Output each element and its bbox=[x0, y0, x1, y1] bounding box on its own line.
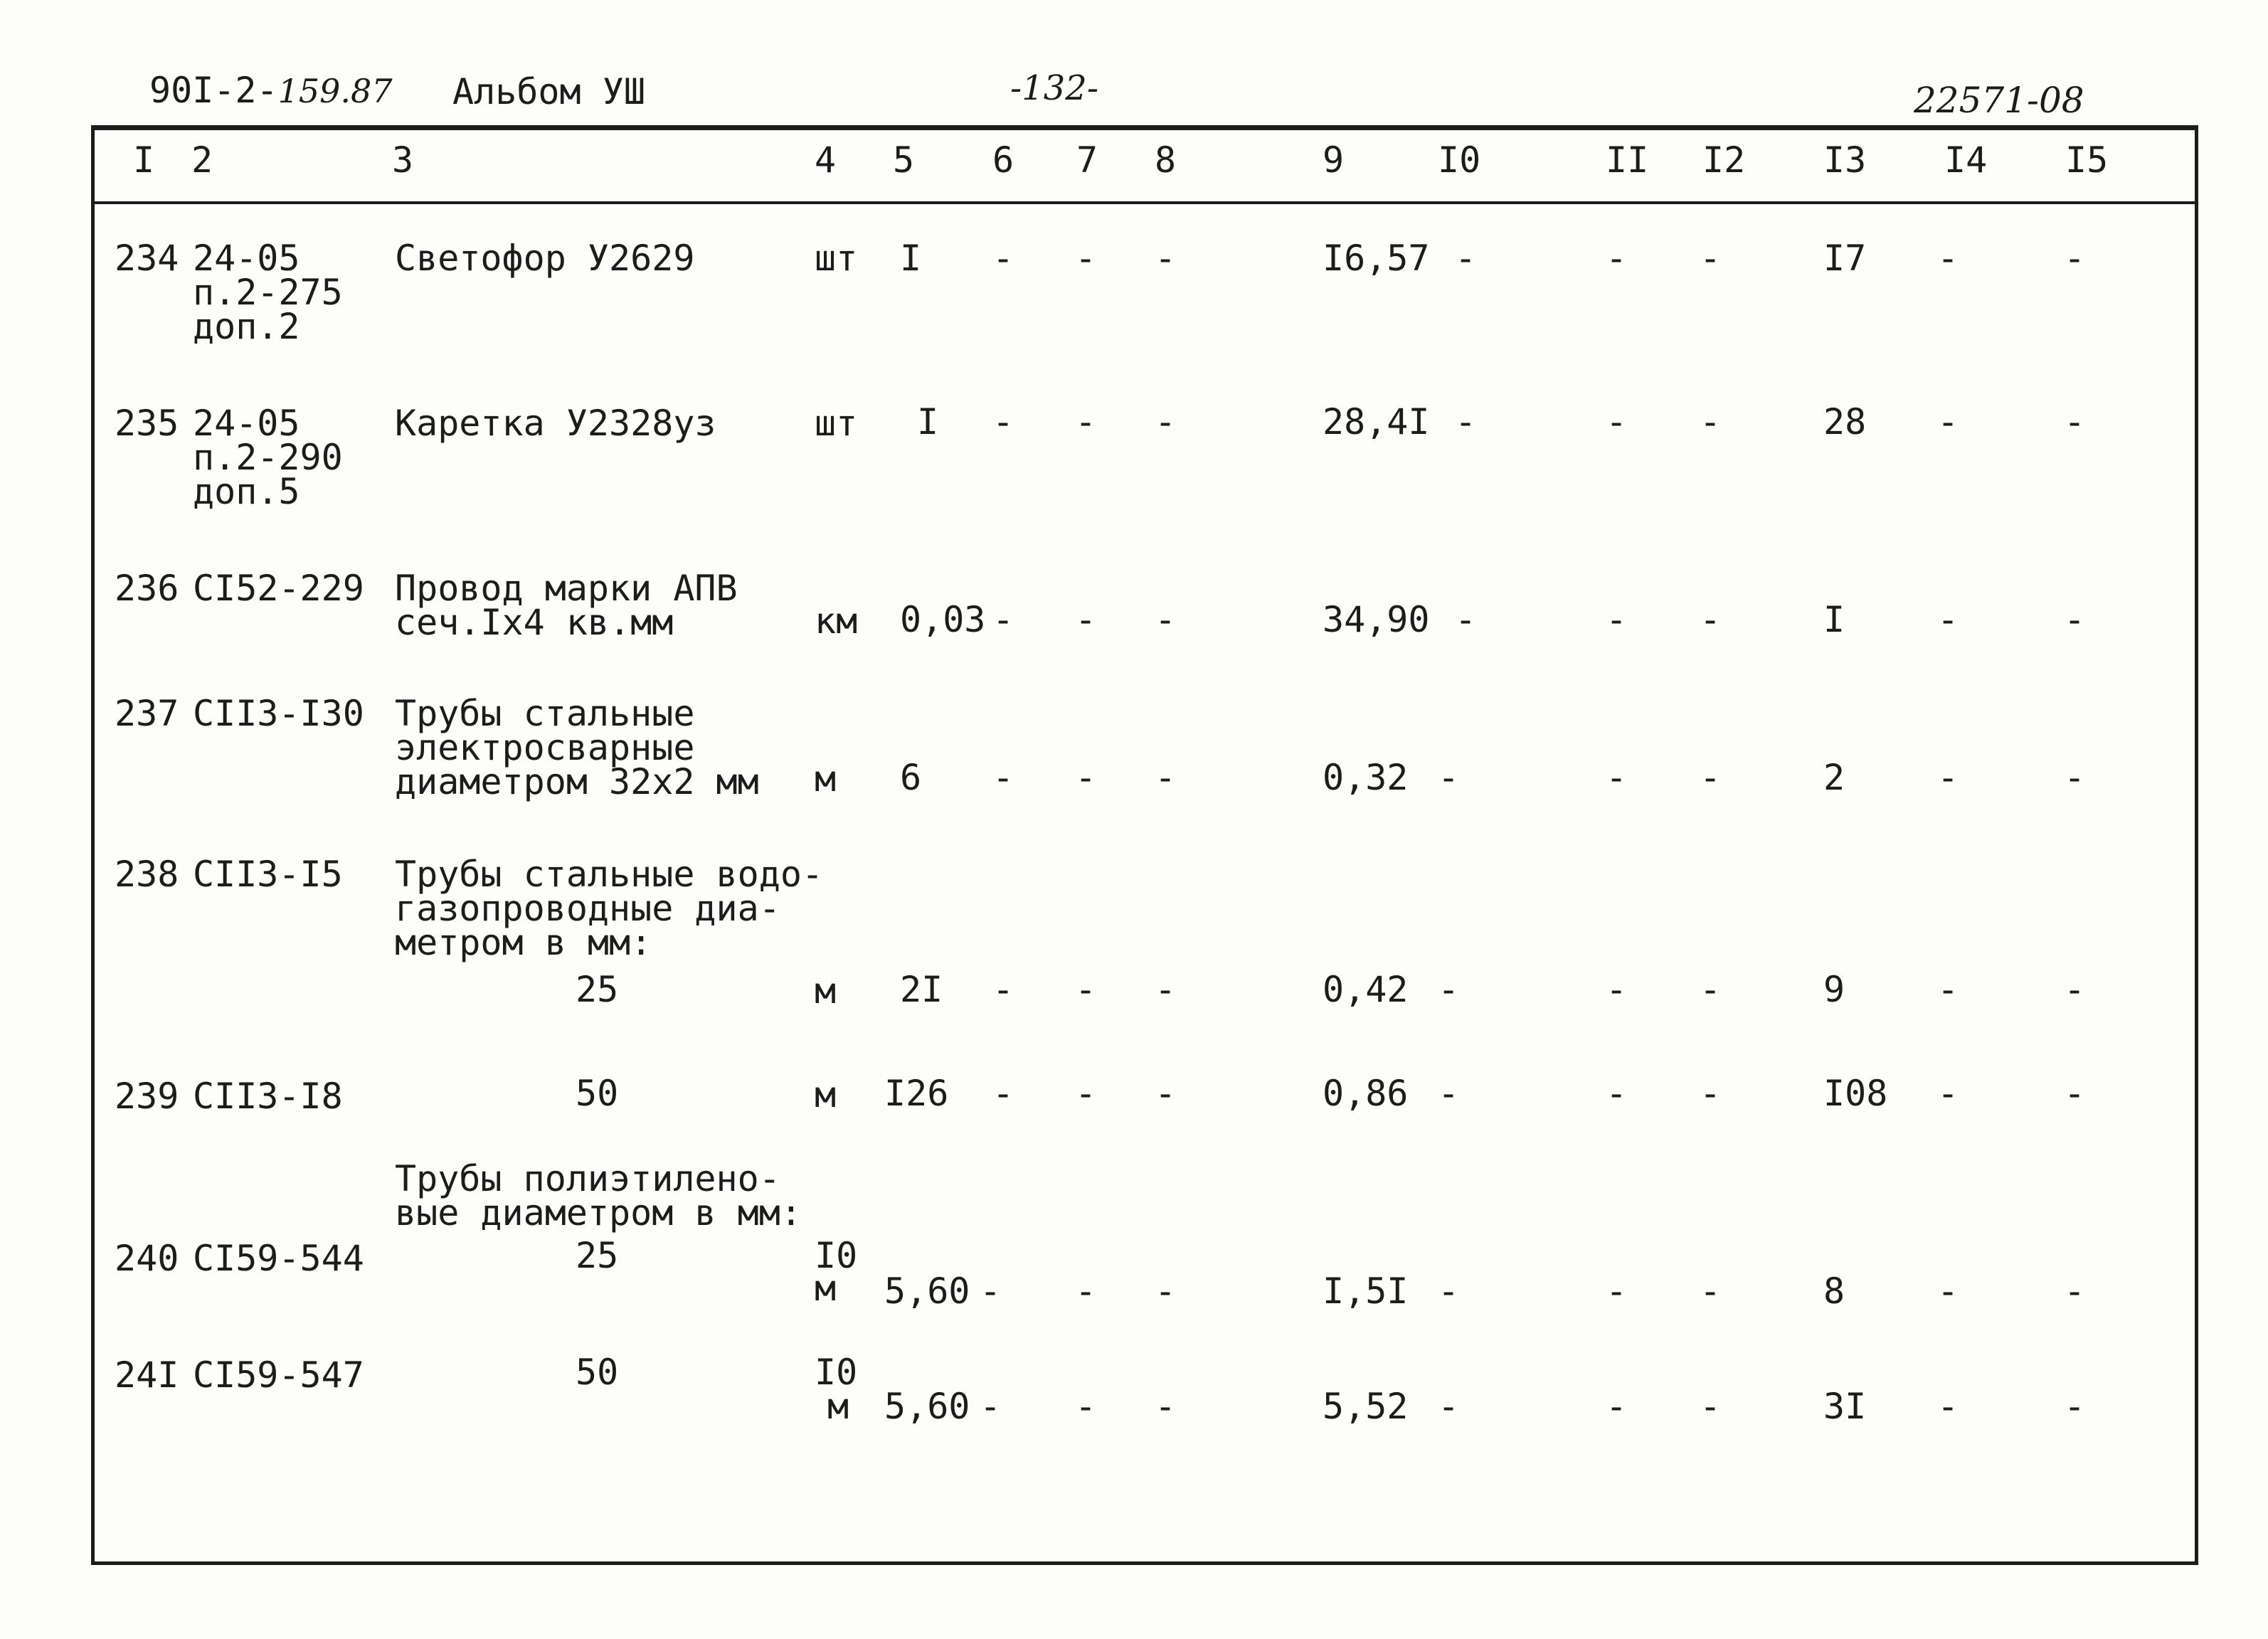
group-heading: Трубы полиэтилено- вые диаметром в мм: bbox=[395, 1158, 802, 1234]
row-col6: - bbox=[992, 969, 1014, 1010]
col-header-8: 8 bbox=[1155, 139, 1177, 181]
row-code: СI59-544 bbox=[193, 1238, 364, 1279]
row-col13: 28 bbox=[1823, 401, 1867, 442]
row-col12: - bbox=[1700, 969, 1722, 1010]
row-code: СI59-547 bbox=[193, 1354, 364, 1396]
row-col6: - bbox=[992, 599, 1014, 640]
row-qty: 2I bbox=[900, 969, 943, 1010]
row-col14: - bbox=[1937, 757, 1959, 798]
row-name: Трубы стальные электросварные диаметром 32х2 мм bbox=[395, 693, 759, 802]
row-col7: - bbox=[1075, 401, 1097, 442]
row-diameter: 50 bbox=[576, 1073, 619, 1114]
row-col13: I bbox=[1823, 599, 1845, 640]
row-code: 24-05 п.2-290 доп.5 bbox=[193, 403, 343, 512]
row-col10: - bbox=[1455, 401, 1477, 442]
row-col12: - bbox=[1700, 1271, 1722, 1312]
row-unit: шт bbox=[815, 238, 858, 279]
row-col13: I08 bbox=[1823, 1073, 1888, 1114]
row-col14: - bbox=[1937, 1386, 1959, 1427]
row-unit: км bbox=[815, 600, 858, 642]
row-qty: 6 bbox=[900, 757, 922, 798]
row-col10: - bbox=[1438, 757, 1460, 798]
row-col8: - bbox=[1155, 757, 1177, 798]
row-col9: I,5I bbox=[1323, 1271, 1409, 1312]
row-col6: - bbox=[992, 238, 1014, 279]
row-name: Светофор У2629 bbox=[395, 238, 695, 279]
row-col9: 28,4I bbox=[1323, 401, 1430, 442]
row-col12: - bbox=[1700, 1073, 1722, 1114]
row-col10: - bbox=[1438, 969, 1460, 1010]
row-col8: - bbox=[1155, 401, 1177, 442]
page-number: -132- bbox=[1010, 68, 1099, 108]
col-header-4: 4 bbox=[815, 139, 837, 181]
row-col7: - bbox=[1075, 1386, 1097, 1427]
col-header-13: I3 bbox=[1823, 139, 1867, 181]
row-col7: - bbox=[1075, 757, 1097, 798]
row-col13: I7 bbox=[1823, 238, 1867, 279]
col-header-10: I0 bbox=[1438, 139, 1481, 181]
row-unit: м bbox=[815, 1268, 837, 1309]
row-col12: - bbox=[1700, 757, 1722, 798]
doc-code bbox=[149, 70, 393, 111]
row-unit: м bbox=[827, 1386, 849, 1427]
row-col11: - bbox=[1606, 401, 1628, 442]
row-code: 24-05 п.2-275 доп.2 bbox=[193, 238, 343, 347]
row-col13: 8 bbox=[1823, 1271, 1845, 1312]
row-col13: 9 bbox=[1823, 969, 1845, 1010]
row-number: 240 bbox=[115, 1238, 179, 1279]
row-number: 234 bbox=[115, 238, 179, 279]
row-name: Каретка У2328уз bbox=[395, 403, 716, 444]
row-col14: - bbox=[1937, 969, 1959, 1010]
row-col11: - bbox=[1606, 238, 1628, 279]
row-col9: 0,32 bbox=[1323, 757, 1409, 798]
row-col14: - bbox=[1937, 1271, 1959, 1312]
doc-code-printed: 90I-2- bbox=[149, 70, 278, 111]
row-code: СII3-I5 bbox=[193, 854, 343, 895]
row-col7: - bbox=[1075, 1271, 1097, 1312]
row-col13: 2 bbox=[1823, 757, 1845, 798]
col-header-12: I2 bbox=[1702, 139, 1746, 181]
row-name: Провод марки АПВ сеч.Iх4 кв.мм bbox=[395, 568, 738, 643]
row-col9: I6,57 bbox=[1323, 238, 1430, 279]
col-header-5: 5 bbox=[893, 139, 915, 181]
row-unit-multiplier: I0 bbox=[815, 1352, 858, 1393]
row-col10: - bbox=[1455, 599, 1477, 640]
col-header-7: 7 bbox=[1076, 139, 1098, 181]
row-unit: м bbox=[815, 1074, 837, 1115]
row-number: 239 bbox=[115, 1076, 179, 1117]
row-number: 236 bbox=[115, 568, 179, 609]
row-col9: 5,52 bbox=[1323, 1386, 1409, 1427]
row-col15: - bbox=[2064, 1073, 2086, 1114]
row-col11: - bbox=[1606, 599, 1628, 640]
row-number: 235 bbox=[115, 403, 179, 444]
row-col6: - bbox=[992, 1073, 1014, 1114]
row-name: Трубы стальные водо- газопроводные диа- метром в мм: bbox=[395, 854, 824, 963]
row-col8: - bbox=[1155, 238, 1177, 279]
row-diameter: 25 bbox=[576, 1235, 619, 1276]
row-col7: - bbox=[1075, 599, 1097, 640]
row-col8: - bbox=[1155, 1386, 1177, 1427]
row-col7: - bbox=[1075, 238, 1097, 279]
row-qty: I26 bbox=[884, 1073, 949, 1114]
row-qty: I bbox=[900, 238, 922, 279]
row-col10: - bbox=[1438, 1073, 1460, 1114]
col-header-14: I4 bbox=[1944, 139, 1988, 181]
row-qty: 0,03 bbox=[900, 599, 986, 640]
row-col15: - bbox=[2064, 969, 2086, 1010]
row-col11: - bbox=[1606, 757, 1628, 798]
row-col7: - bbox=[1075, 969, 1097, 1010]
row-number: 24I bbox=[115, 1354, 179, 1396]
row-col13: 3I bbox=[1823, 1386, 1867, 1427]
row-col11: - bbox=[1606, 1073, 1628, 1114]
row-diameter: 50 bbox=[576, 1352, 619, 1393]
row-col12: - bbox=[1700, 238, 1722, 279]
col-header-11: II bbox=[1606, 139, 1649, 181]
row-col9: 0,42 bbox=[1323, 969, 1409, 1010]
row-qty: I bbox=[917, 401, 939, 442]
row-col14: - bbox=[1937, 238, 1959, 279]
reference-number: 22571-08 bbox=[1914, 80, 2084, 121]
row-diameter: 25 bbox=[576, 969, 619, 1010]
row-col10: - bbox=[1455, 238, 1477, 279]
row-qty: 5,60 bbox=[884, 1386, 970, 1427]
row-number: 238 bbox=[115, 854, 179, 895]
row-col15: - bbox=[2064, 401, 2086, 442]
row-col15: - bbox=[2064, 1271, 2086, 1312]
row-code: СII3-I30 bbox=[193, 693, 364, 734]
row-col12: - bbox=[1700, 599, 1722, 640]
row-col12: - bbox=[1700, 401, 1722, 442]
spec-table bbox=[91, 125, 2198, 1565]
album-label: Альбом УШ bbox=[452, 71, 645, 112]
row-col12: - bbox=[1700, 1386, 1722, 1427]
row-col14: - bbox=[1937, 401, 1959, 442]
doc-code-handwritten: 159.87 bbox=[277, 72, 393, 110]
row-col8: - bbox=[1155, 599, 1177, 640]
row-code: СII3-I8 bbox=[193, 1076, 343, 1117]
row-col9: 34,90 bbox=[1323, 599, 1430, 640]
row-col15: - bbox=[2064, 1386, 2086, 1427]
row-col10: - bbox=[1438, 1386, 1460, 1427]
row-col15: - bbox=[2064, 238, 2086, 279]
row-number: 237 bbox=[115, 693, 179, 734]
row-qty: 5,60 bbox=[884, 1271, 970, 1312]
row-col14: - bbox=[1937, 599, 1959, 640]
header-divider bbox=[95, 201, 2195, 204]
row-col11: - bbox=[1606, 969, 1628, 1010]
col-header-6: 6 bbox=[992, 139, 1014, 181]
row-col10: - bbox=[1438, 1271, 1460, 1312]
col-header-1: I bbox=[133, 139, 155, 181]
row-unit: м bbox=[815, 970, 837, 1012]
row-code: СI52-229 bbox=[193, 568, 364, 609]
col-header-15: I5 bbox=[2065, 139, 2109, 181]
row-unit: шт bbox=[815, 403, 858, 444]
row-col6: - bbox=[992, 757, 1014, 798]
row-col8: - bbox=[1155, 969, 1177, 1010]
row-col11: - bbox=[1606, 1271, 1628, 1312]
row-col15: - bbox=[2064, 757, 2086, 798]
col-header-2: 2 bbox=[191, 139, 213, 181]
row-col6: - bbox=[980, 1271, 1002, 1312]
col-header-3: 3 bbox=[392, 139, 414, 181]
row-col7: - bbox=[1075, 1073, 1097, 1114]
row-col6: - bbox=[980, 1386, 1002, 1427]
row-col8: - bbox=[1155, 1073, 1177, 1114]
col-header-9: 9 bbox=[1323, 139, 1345, 181]
row-col8: - bbox=[1155, 1271, 1177, 1312]
row-col11: - bbox=[1606, 1386, 1628, 1427]
row-col14: - bbox=[1937, 1073, 1959, 1114]
row-col9: 0,86 bbox=[1323, 1073, 1409, 1114]
row-unit-multiplier: I0 bbox=[815, 1235, 858, 1276]
row-unit: м bbox=[815, 758, 837, 800]
row-col6: - bbox=[992, 401, 1014, 442]
row-col15: - bbox=[2064, 599, 2086, 640]
